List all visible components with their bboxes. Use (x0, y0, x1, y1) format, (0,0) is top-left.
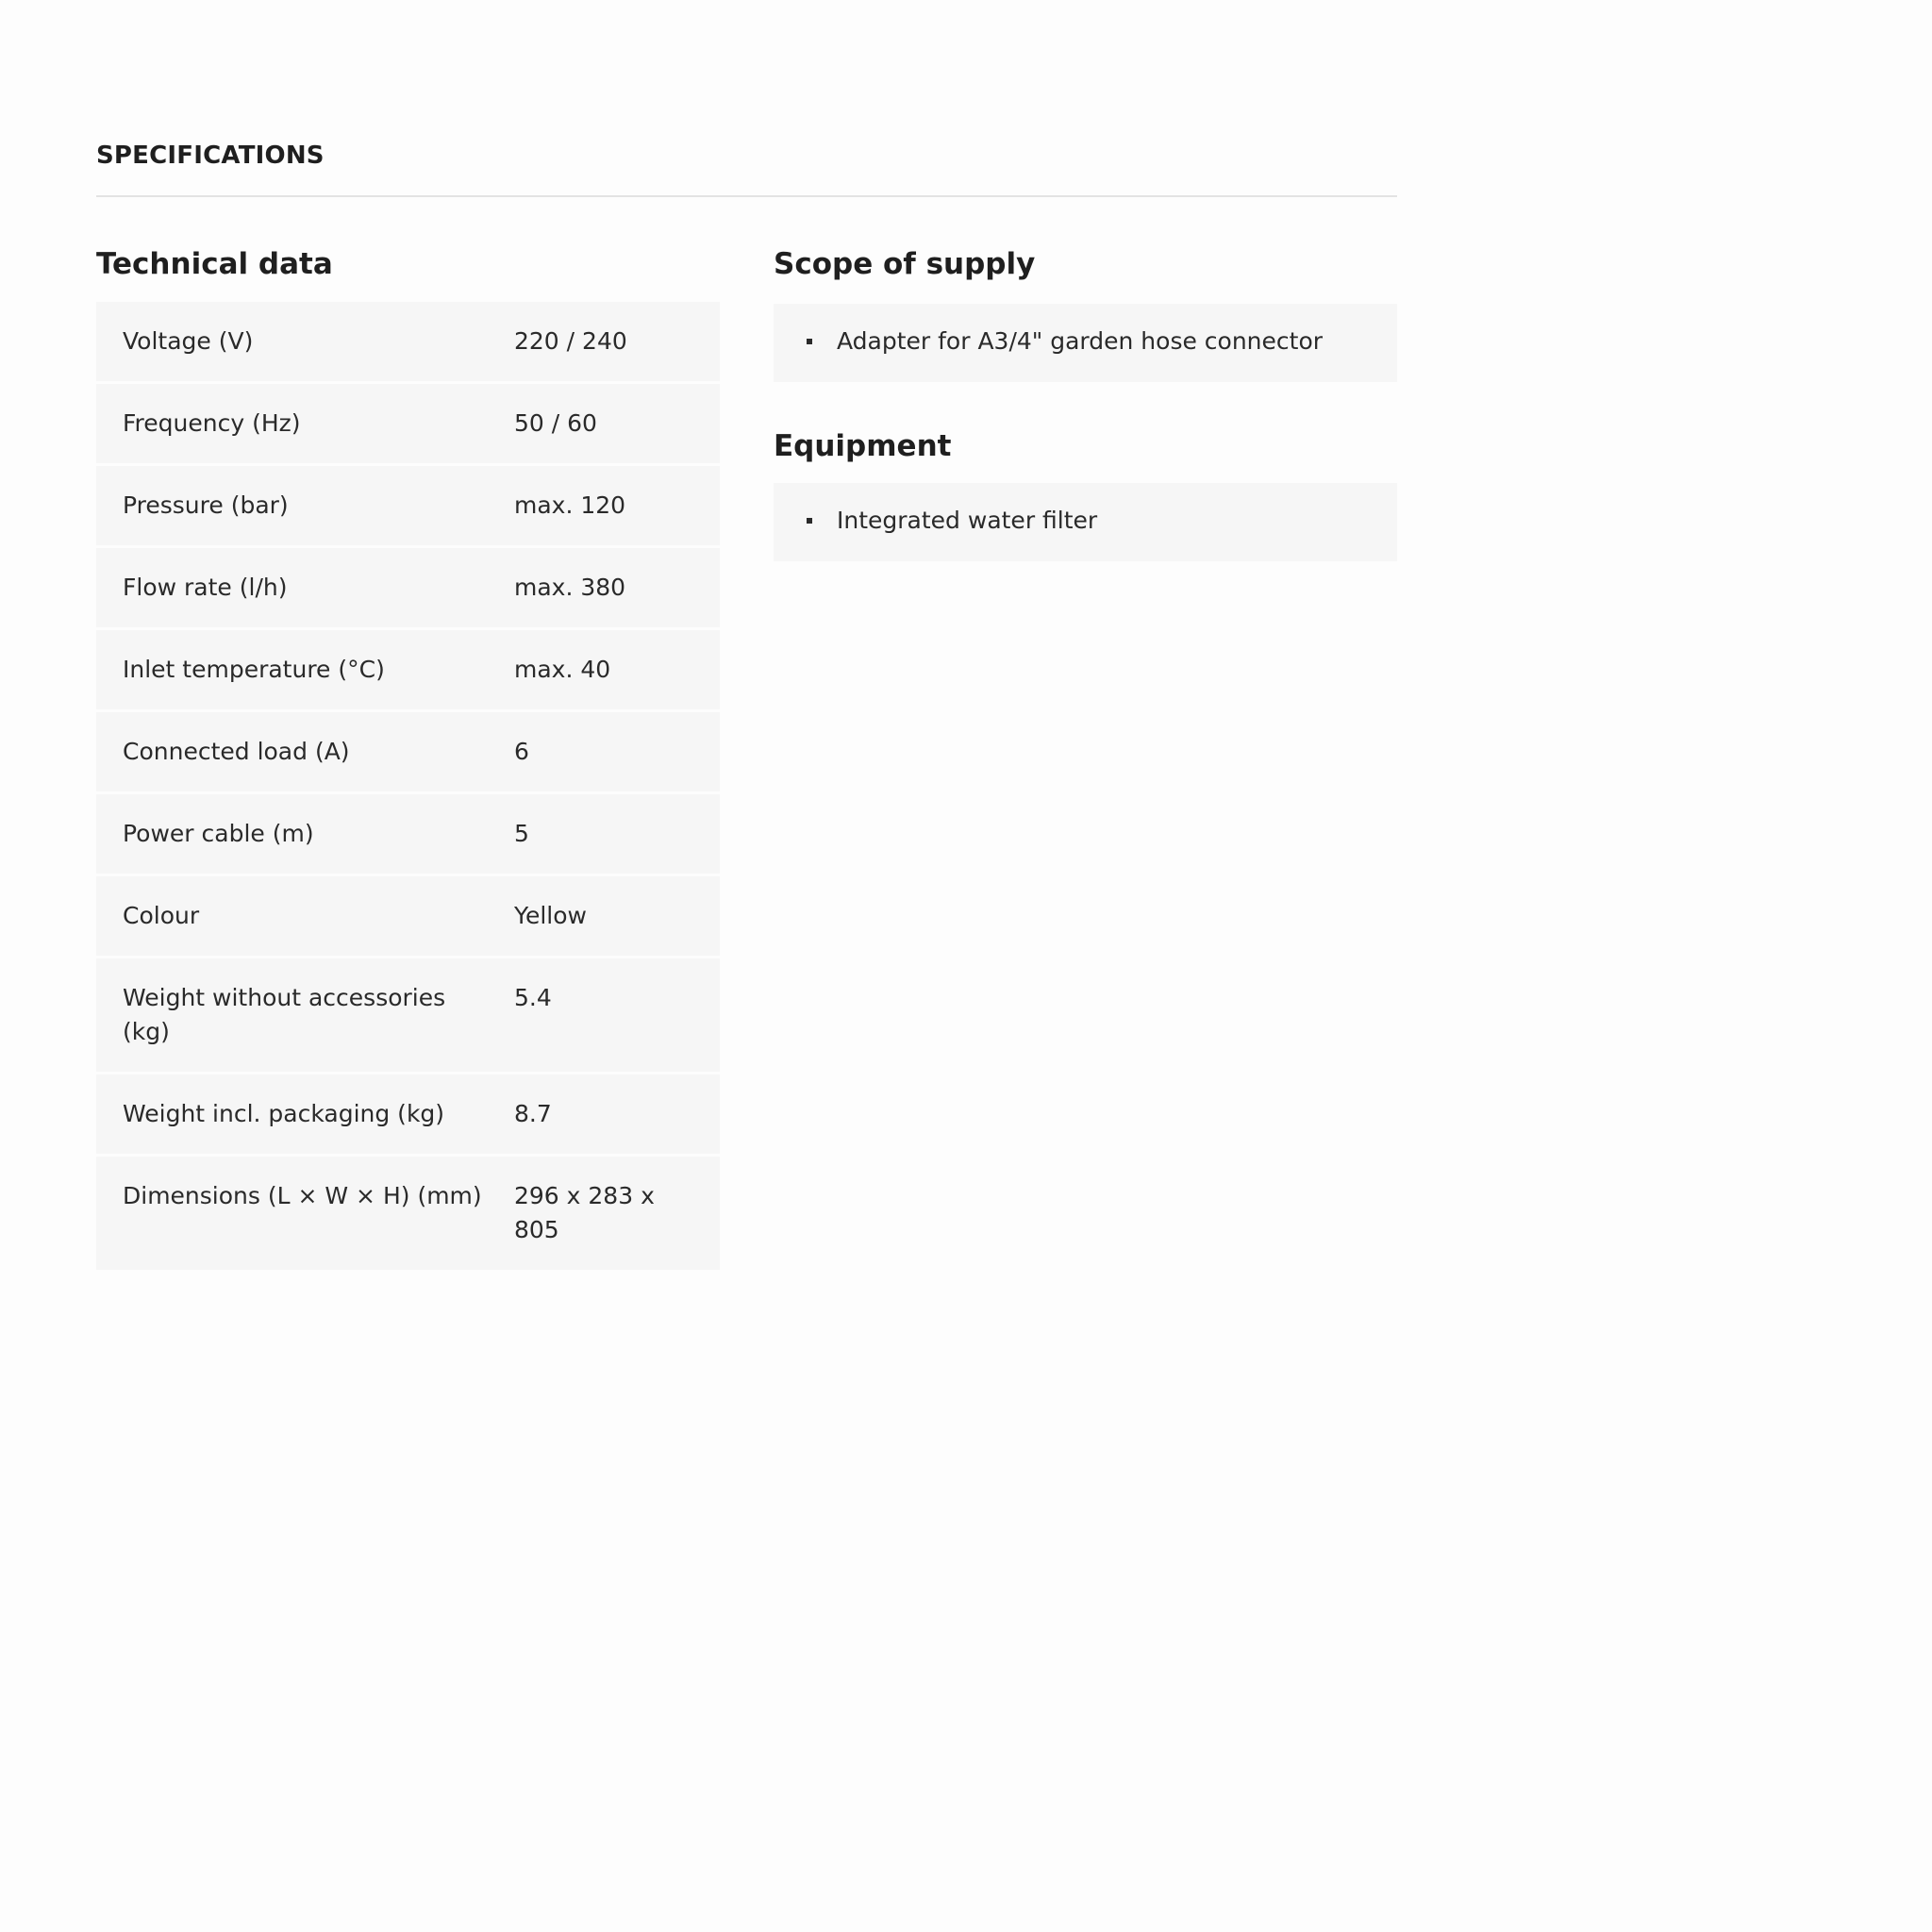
equipment-list (774, 483, 1397, 561)
row-value: 296 x 283 x 805 (514, 1182, 655, 1243)
row-label: Dimensions (L × W × H) (mm) (123, 1182, 482, 1209)
list-item-text: Adapter for A3/4" garden hose connector (837, 327, 1324, 355)
row-value: 8.7 (514, 1100, 552, 1127)
row-value: 220 / 240 (514, 327, 627, 355)
scope-of-supply-heading: Scope of supply (774, 247, 1036, 281)
row-value: Yellow (514, 902, 587, 929)
row-label: Colour (123, 902, 200, 929)
table-row (96, 466, 720, 548)
row-label: Voltage (V) (123, 327, 254, 355)
row-value: max. 120 (514, 491, 626, 519)
scope-of-supply-list (774, 304, 1397, 382)
table-row (96, 302, 720, 384)
row-label: Weight without accessories (kg) (123, 984, 446, 1045)
row-label: Weight incl. packaging (kg) (123, 1100, 445, 1127)
row-value: 50 / 60 (514, 409, 597, 437)
row-value: max. 380 (514, 574, 626, 601)
row-label: Flow rate (l/h) (123, 574, 288, 601)
section-divider (96, 195, 1397, 197)
row-value: 5 (514, 820, 529, 847)
row-label: Inlet temperature (°C) (123, 656, 385, 683)
row-label: Frequency (Hz) (123, 409, 301, 437)
row-value: max. 40 (514, 656, 611, 683)
section-title: SPECIFICATIONS (96, 142, 325, 170)
list-item-text: Integrated water filter (837, 507, 1098, 534)
table-row (96, 1074, 720, 1157)
list-item (800, 504, 1371, 538)
technical-data-heading: Technical data (96, 247, 333, 281)
row-value: 5.4 (514, 984, 552, 1011)
row-value: 6 (514, 738, 529, 765)
bullet-icon (807, 339, 812, 344)
table-row (96, 384, 720, 466)
table-row (96, 876, 720, 958)
equipment-heading: Equipment (774, 429, 952, 463)
technical-data-table (96, 302, 720, 1270)
table-row (96, 1157, 720, 1270)
row-label: Power cable (m) (123, 820, 314, 847)
row-label: Pressure (bar) (123, 491, 289, 519)
bullet-icon (807, 518, 812, 524)
table-row (96, 712, 720, 794)
table-row (96, 794, 720, 876)
row-label: Connected load (A) (123, 738, 350, 765)
list-item (800, 325, 1371, 358)
table-row (96, 630, 720, 712)
table-row (96, 548, 720, 630)
table-row (96, 958, 720, 1074)
